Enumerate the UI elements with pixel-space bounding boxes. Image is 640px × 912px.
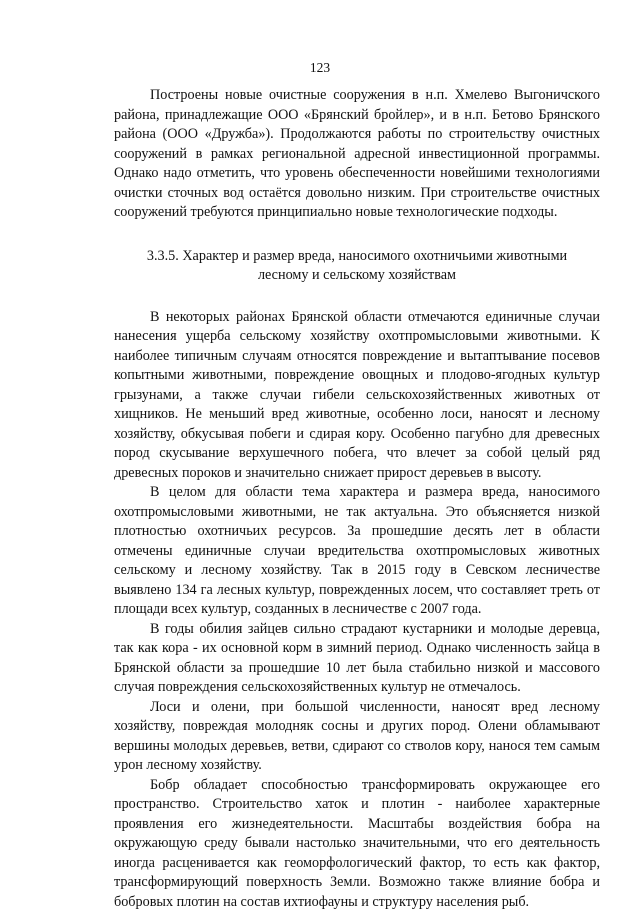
section-heading-line2: лесному и сельскому хозяйствам xyxy=(114,266,600,286)
paragraph-moose-deer: Лоси и олени, при большой численности, наносят вред лесному хозяйству, повреждая молодняк сосны и других пород. Олени обламывают вершины молодых деревьев, ветви, сдирают со стволов кору, нанося тем самым урон лесному хозяйству. xyxy=(114,698,600,776)
section-heading-line1: 3.3.5. Характер и размер вреда, наносимого охотничьими животными xyxy=(114,247,600,267)
paragraph-hares: В годы обилия зайцев сильно страдают кустарники и молодые деревца, так как кора - их основной корм в зимний период. Однако численность зайца в Брянской области за прошедшие 10 лет была стабильно низкой и массового случая повреждения сельскохозяйственных культур не отмечалось. xyxy=(114,620,600,698)
paragraph-low-density: В целом для области тема характера и размера вреда, наносимого охотпромысловыми животными, не так актуальна. Это объясняется низкой плотностью охотничьих ресурсов. За прошедшие десять лет в области отмечены единичные случаи вредительства охотпромысловых животных сельскому и лесному хозяйству. Так в 2015 году в Севском лесничестве выявлено 134 га лесных культур, поврежденных лосем, что составляет треть от площади всех культур, созданных в лесничестве с 2007 года. xyxy=(114,483,600,620)
section-heading xyxy=(114,247,600,286)
page-number: 123 xyxy=(0,60,640,76)
paragraph-damage-cases: В некоторых районах Брянской области отмечаются единичные случаи нанесения ущерба сельскому хозяйству охотпромысловыми животными. К наиболее типичным случаям относятся повреждение и вытаптывание посевов копытными животными, повреждение овощных и плодово-ягодных культур грызунами, а также случаи гибели сельскохозяйственных животных от хищников. Не меньший вред животные, особенно лоси, наносят и лесному хозяйству, обкусывая побеги и сдирая кору. Особенно пагубно для древесных пород скусывание верхушечного побега, что влечет за собой целый ряд древесных пороков и значительно снижает прирост деревьев в высоту. xyxy=(114,308,600,484)
paragraph-treatment-facilities: Построены новые очистные сооружения в н.п. Хмелево Выгоничского района, принадлежащие ООО «Брянский бройлер», и в н.п. Бетово Брянского района (ООО «Дружба»). Продолжаются работы по строительству очистных сооружений в рамках региональной адресной инвестиционной программы. Однако надо отметить, что уровень обеспеченности новейшими технологиями очистки сточных вод остаётся довольно низким. При строительстве очистных сооружений требуются принципиально новые технологические подходы. xyxy=(114,86,600,223)
document-body xyxy=(114,86,600,912)
paragraph-beaver: Бобр обладает способностью трансформировать окружающее его пространство. Строительство хаток и плотин - наиболее характерные проявления его жизнедеятельности. Масштабы воздействия бобра на окружающую среду бывали настолько значительными, что его деятельность иногда расценивается как геоморфологический фактор, то есть как фактор, трансформирующий поверхность Земли. Возможно также влияние бобра и бобровых плотин на состав ихтиофауны и структуру населения рыб. xyxy=(114,776,600,912)
